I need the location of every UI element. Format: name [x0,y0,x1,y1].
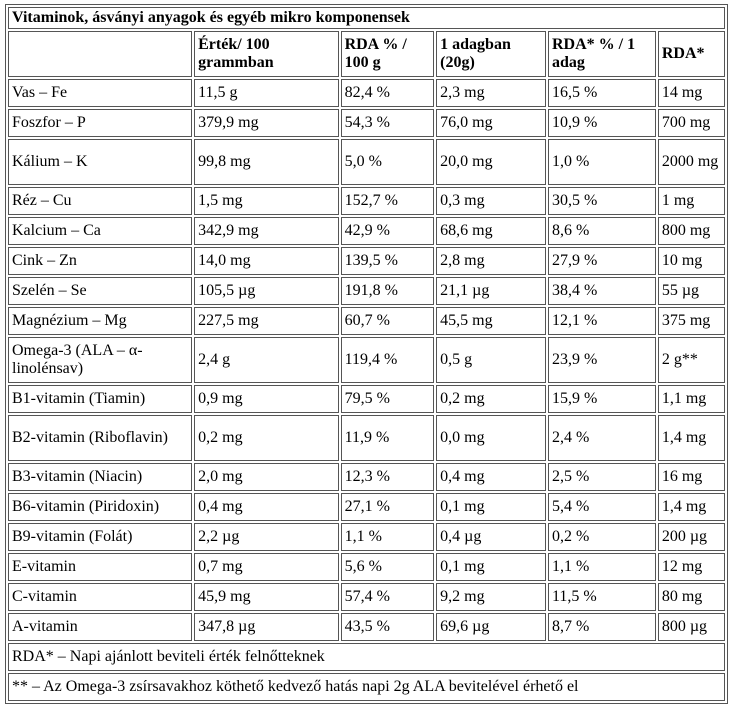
note-row [8,673,725,701]
cell-nutrient-name: Magnézium – Mg [8,307,192,335]
cell-value-per-serving: 0,4 mg [436,463,546,491]
cell-rda-percent-serving: 0,2 % [548,523,656,551]
cell-value-per-serving: 2,3 mg [436,79,546,107]
note-rda-definition: RDA* – Napi ajánlott beviteli érték felnőtteknek [8,643,725,671]
cell-value-per-serving: 0,0 mg [436,415,546,461]
cell-rda-percent-serving: 8,6 % [548,217,656,245]
cell-rda-percent-serving: 1,0 % [548,139,656,185]
cell-value-per-100g: 45,9 mg [194,583,338,611]
cell-rda: 55 µg [658,277,725,305]
cell-value-per-serving: 21,1 µg [436,277,546,305]
header-cell-per100: Érték/ 100 grammban [194,31,338,77]
cell-rda-percent-serving: 27,9 % [548,247,656,275]
header-row [8,31,725,77]
cell-rda-percent-serving: 12,1 % [548,307,656,335]
table-row [8,493,725,521]
cell-rda: 12 mg [658,553,725,581]
cell-rda: 80 mg [658,583,725,611]
cell-rda-percent-serving: 8,7 % [548,613,656,641]
cell-value-per-100g: 105,5 µg [194,277,338,305]
cell-nutrient-name: C-vitamin [8,583,192,611]
cell-rda: 700 mg [658,109,725,137]
cell-nutrient-name: B1-vitamin (Tiamin) [8,385,192,413]
cell-rda: 1,4 mg [658,493,725,521]
cell-rda: 800 mg [658,217,725,245]
cell-rda-percent-serving: 38,4 % [548,277,656,305]
table-row [8,139,725,185]
table-row [8,463,725,491]
cell-value-per-100g: 2,4 g [194,337,338,383]
table-row [8,583,725,611]
cell-rda: 2000 mg [658,139,725,185]
cell-nutrient-name: Kalcium – Ca [8,217,192,245]
cell-value-per-100g: 2,0 mg [194,463,338,491]
cell-rda-percent-serving: 2,5 % [548,463,656,491]
header-cell-name [8,31,192,77]
cell-rda-percent-serving: 15,9 % [548,385,656,413]
cell-nutrient-name: Foszfor – P [8,109,192,137]
cell-nutrient-name: B6-vitamin (Piridoxin) [8,493,192,521]
header-cell-rda: RDA* [658,31,725,77]
table-caption: Vitaminok, ásványi anyagok és egyéb mikro komponensek [8,7,725,29]
cell-nutrient-name: B9-vitamin (Folát) [8,523,192,551]
cell-rda: 1 mg [658,187,725,215]
cell-value-per-100g: 14,0 mg [194,247,338,275]
table-row [8,613,725,641]
cell-rda: 16 mg [658,463,725,491]
cell-rda-percent-serving: 30,5 % [548,187,656,215]
cell-rda-percent-100g: 82,4 % [341,79,435,107]
cell-rda-percent-100g: 43,5 % [341,613,435,641]
cell-rda-percent-100g: 42,9 % [341,217,435,245]
cell-value-per-serving: 76,0 mg [436,109,546,137]
cell-rda: 1,4 mg [658,415,725,461]
cell-value-per-100g: 11,5 g [194,79,338,107]
cell-value-per-100g: 342,9 mg [194,217,338,245]
cell-value-per-serving: 0,1 mg [436,493,546,521]
table-row [8,307,725,335]
cell-value-per-serving: 69,6 µg [436,613,546,641]
cell-value-per-serving: 0,3 mg [436,187,546,215]
cell-rda-percent-serving: 1,1 % [548,553,656,581]
header-cell-serving: 1 adagban (20g) [436,31,546,77]
cell-value-per-100g: 379,9 mg [194,109,338,137]
cell-rda-percent-100g: 5,6 % [341,553,435,581]
table-row [8,187,725,215]
cell-nutrient-name: B3-vitamin (Niacin) [8,463,192,491]
cell-value-per-100g: 0,7 mg [194,553,338,581]
cell-value-per-serving: 20,0 mg [436,139,546,185]
cell-rda-percent-100g: 152,7 % [341,187,435,215]
cell-value-per-100g: 99,8 mg [194,139,338,185]
cell-rda: 800 µg [658,613,725,641]
cell-value-per-100g: 227,5 mg [194,307,338,335]
cell-rda: 375 mg [658,307,725,335]
cell-value-per-serving: 45,5 mg [436,307,546,335]
cell-value-per-100g: 2,2 µg [194,523,338,551]
cell-value-per-100g: 0,9 mg [194,385,338,413]
cell-value-per-100g: 0,2 mg [194,415,338,461]
cell-nutrient-name: Réz – Cu [8,187,192,215]
nutrition-table [5,4,728,704]
table-row [8,553,725,581]
cell-rda-percent-100g: 60,7 % [341,307,435,335]
cell-value-per-serving: 9,2 mg [436,583,546,611]
table-row [8,523,725,551]
header-cell-rda-serving: RDA* % / 1 adag [548,31,656,77]
cell-rda-percent-100g: 11,9 % [341,415,435,461]
cell-value-per-100g: 0,4 mg [194,493,338,521]
table-row [8,247,725,275]
cell-rda: 10 mg [658,247,725,275]
cell-rda-percent-100g: 57,4 % [341,583,435,611]
cell-rda-percent-100g: 119,4 % [341,337,435,383]
table-row [8,277,725,305]
cell-rda-percent-serving: 16,5 % [548,79,656,107]
cell-value-per-serving: 2,8 mg [436,247,546,275]
cell-rda-percent-serving: 5,4 % [548,493,656,521]
cell-rda-percent-100g: 27,1 % [341,493,435,521]
table-row [8,109,725,137]
cell-nutrient-name: Omega-3 (ALA – α-linolénsav) [8,337,192,383]
cell-rda-percent-serving: 2,4 % [548,415,656,461]
table-row [8,385,725,413]
cell-rda-percent-100g: 54,3 % [341,109,435,137]
cell-value-per-serving: 0,1 mg [436,553,546,581]
cell-rda: 2 g** [658,337,725,383]
cell-rda-percent-serving: 10,9 % [548,109,656,137]
table-row [8,79,725,107]
table-row [8,337,725,383]
cell-rda-percent-serving: 23,9 % [548,337,656,383]
cell-nutrient-name: Vas – Fe [8,79,192,107]
cell-rda: 1,1 mg [658,385,725,413]
cell-rda-percent-100g: 12,3 % [341,463,435,491]
table-row [8,415,725,461]
cell-nutrient-name: B2-vitamin (Riboflavin) [8,415,192,461]
cell-nutrient-name: A-vitamin [8,613,192,641]
cell-value-per-100g: 347,8 µg [194,613,338,641]
cell-rda-percent-serving: 11,5 % [548,583,656,611]
cell-rda: 14 mg [658,79,725,107]
cell-rda-percent-100g: 79,5 % [341,385,435,413]
cell-rda-percent-100g: 191,8 % [341,277,435,305]
cell-rda: 200 µg [658,523,725,551]
cell-nutrient-name: Cink – Zn [8,247,192,275]
cell-nutrient-name: Kálium – K [8,139,192,185]
cell-value-per-serving: 0,5 g [436,337,546,383]
cell-value-per-serving: 0,4 µg [436,523,546,551]
cell-value-per-serving: 68,6 mg [436,217,546,245]
header-cell-rda100: RDA % / 100 g [341,31,435,77]
note-row [8,643,725,671]
cell-value-per-100g: 1,5 mg [194,187,338,215]
cell-nutrient-name: E-vitamin [8,553,192,581]
cell-nutrient-name: Szelén – Se [8,277,192,305]
note-omega3: ** – Az Omega-3 zsírsavakhoz köthető kedvező hatás napi 2g ALA bevitelével érhető el [8,673,725,701]
cell-value-per-serving: 0,2 mg [436,385,546,413]
cell-rda-percent-100g: 139,5 % [341,247,435,275]
cell-rda-percent-100g: 1,1 % [341,523,435,551]
cell-rda-percent-100g: 5,0 % [341,139,435,185]
table-row [8,217,725,245]
